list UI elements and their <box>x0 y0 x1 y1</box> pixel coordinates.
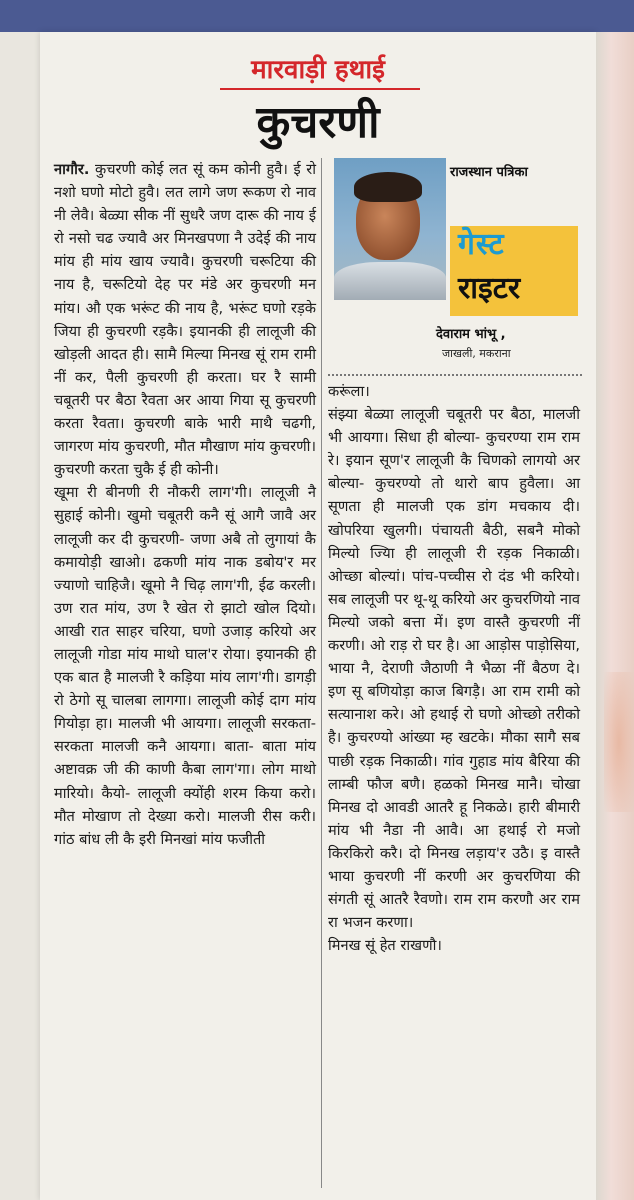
column-divider <box>321 158 322 1188</box>
article-headline: कुचरणी <box>256 97 380 148</box>
background-edge <box>596 32 634 1200</box>
paragraph: खूमा री बीनणी री नौकरी लाग'गी। लालूजी नै सुहाई कोनी। खुमो चबूतरी कनै सूं आगै जावै अर लालूजी कर दी कुचरणी- जणा अबै तो लुगायां कै कमायोड़ी खाओ। ढकणी मांय नाक डबोय'र मर ज्याणो चाहिजै। खूमो नै चिढ़ लाग'गी, ईढ करली। उण रात मांय, उण रै खेत रो झाटो खोल दियो। आखी रात साहर चरिया, घणो उजाड़ करियो अर लालूजी गोडा मांय माथो घाल'र रोया। इयानकी ही एक बात है मालजी रै कड़िया मांय लाग'गी। डागड़ी रो ठेगो सू चालबा लागगा। लालूजी कोई दाग मांय गियोड़ा हा। मालजी भी आयगा। लालूजी सरकता- सरकता मालजी कनै आयगा। बाता- बाता मांय अष्टावक्र जी की काणी कैबा लाग'गा। लोग माथो मारियो। कैयो- लालूजी क्योंही शरम किया करो। मौत मोखाण तो देख्या करो। मालजी रीस करी। गांठ बांध ली कै इरी मिनखां मांय फजीती <box>54 484 316 848</box>
guest-writer-line1: गेस्ट <box>458 227 505 262</box>
author-place: जाखली, मकराना <box>442 347 511 360</box>
guest-writer-line2: राइटर <box>458 271 521 306</box>
paragraph-text: कुचरणी कोई लत सूं कम कोनी हुवै। ई रो नशो घणो मोटो हुवै। लत लागे जण रूकण रो नाव नी लेवै। बेळ्या सीक नीं सुधरै जण दारू की नाय ई रो नसो चढ ज्यावै अर मिनखपणा नै उदेई की नाय मांय ही मांय खाय ज्यावै। कुचरणी चरूटिया की नाय है, चरूटियो देह पर मंडे अर कुचरणी मन मांय। औ एक भरूंट की नाय है, भरूंट घणो रड़के जिया ही कुचरणी रड़कै। इयानकी ही लालूजी की खोड़ली आदत ही। सामै मिल्या मिनख सूं राम रामी नीं कर, पैली कुचरणी ही करता। घर रै सामी चबूतरी पर बैठा रैवता अर आया गिया सू कुचरणी करता रैवता। कुचरणी बाके भारी माथै चढगी, जागरण मांय कुचरणी, मौत मौखाण मांय कुचरणी। कुचरणी करता चुकै ई ही कोनी। <box>54 161 317 479</box>
paragraph: मिनख सूं हेत राखणौ। <box>328 937 442 955</box>
photo-shirt <box>334 262 446 300</box>
paragraph: संझ्या बेळ्या लालूजी चबूतरी पर बैठा, मालजी भी आयगा। सिधा ही बोल्या- कुचरण्या राम राम रे। इयान सूण'र लालूजी कै चिणको लागयो अर बोल्या- कुचरण्यो तो थारो बाप हुवैला। आ सूणता ही मालजी एक डांग मचकाय दी। खोपरिया खुलगी। पंचायती बैठी, सबनै मोको मिल्यो ज्यिा ही लालूजी री रड़क निकाळी। ओच्छा बोल्यां। पांच-पच्चीस रो दंड भी करियो। सब लालूजी पर थू-थू करियो अर कुचरणियो नाव मिल्यो जको बत्ता में। इण वास्तै कुचरणी नीं करणी। ओ राड़ रो घर है। आ आड़ोस पाड़ोसिया, भाया नै, देराणी जैठाणी नै भैळा नीं बैठण दे। इण सू बणियोड़ा काज बिगड़ै। आ राम रामी को सत्यानाश करे। ओ हथाई रो घणो ओच्छो तरीको है। कुचरण्यो आंख्या म्ह खटके। मौका सागै सब पाछी रड़क निकाळी। गांव गुहाड मांय बैरिया की लाम्बी फौज बणै। हळको मिनख मानै। चोखा मिनख दो आवडी आतरै हू निकळे। हारी बीमारी मांय भी नैडा नी आवै। आ हथाई रो मजो किरकिरो करै। दो मिनख लड़ाय'र उठै। इ वास्तै भाया कुचरणी नीं करणी अर कुचरणिया की संगती सूं आतरै रैवणो। राम राम करणौ अर राम रा भजन करणा। <box>328 406 580 932</box>
paragraph <box>54 158 316 481</box>
author-photo <box>334 158 446 300</box>
article-column-right <box>328 380 580 957</box>
author-name: देवाराम भांभू , <box>436 327 506 342</box>
top-bar <box>0 0 634 32</box>
photo-hair <box>354 172 422 202</box>
dateline: नागौर. <box>54 161 90 178</box>
section-title: मारवाड़ी हथाई <box>251 55 385 85</box>
paragraph: करूंला। <box>328 383 370 400</box>
dotted-separator <box>328 374 582 376</box>
newspaper-clipping <box>40 32 596 1200</box>
article-column-left <box>54 158 316 851</box>
publisher-name: राजस्थान पत्रिका <box>450 165 528 180</box>
background-blur <box>604 672 634 812</box>
